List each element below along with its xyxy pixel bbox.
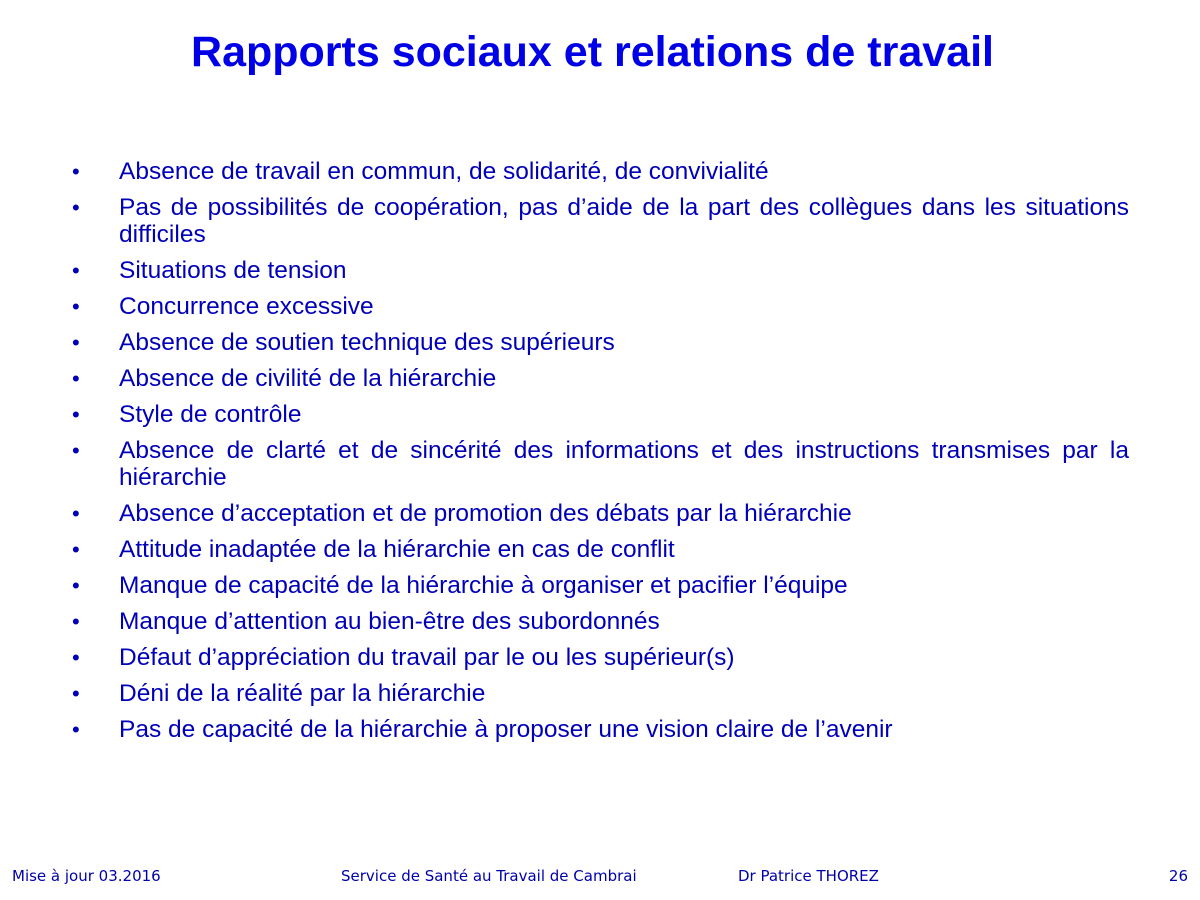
bullet-icon: • xyxy=(72,573,80,598)
footer-date: Mise à jour 03.2016 xyxy=(12,867,161,885)
list-item-text: Absence de clarté et de sincérité des informations et des instructions transmises par la hiérarchie xyxy=(119,437,1129,491)
bullet-icon: • xyxy=(72,645,80,670)
list-item-text: Pas de possibilités de coopération, pas d’aide de la part des collègues dans les situations difficiles xyxy=(119,194,1129,248)
list-item-text: Déni de la réalité par la hiérarchie xyxy=(119,680,486,707)
list-item xyxy=(72,500,1129,527)
slide-title: Rapports sociaux et relations de travail xyxy=(191,28,994,76)
list-item xyxy=(72,365,1129,392)
bullet-icon: • xyxy=(72,609,80,634)
list-item xyxy=(72,536,1129,563)
list-item xyxy=(72,572,1129,599)
list-item-text: Absence de travail en commun, de solidarité, de convivialité xyxy=(119,158,769,185)
list-item-text: Concurrence excessive xyxy=(119,293,374,320)
list-item-text: Absence d’acceptation et de promotion des débats par la hiérarchie xyxy=(119,500,852,527)
list-item xyxy=(72,257,1129,284)
list-item xyxy=(72,644,1129,671)
list-item-text: Absence de soutien technique des supérieurs xyxy=(119,329,615,356)
list-item-text: Absence de civilité de la hiérarchie xyxy=(119,365,497,392)
list-item-text: Défaut d’appréciation du travail par le ou les supérieur(s) xyxy=(119,644,735,671)
bullet-icon: • xyxy=(72,537,80,562)
bullet-icon: • xyxy=(72,438,80,463)
list-item xyxy=(72,158,1129,185)
list-item xyxy=(72,401,1129,428)
bullet-icon: • xyxy=(72,501,80,526)
bullet-icon: • xyxy=(72,195,80,220)
list-item xyxy=(72,680,1129,707)
list-item xyxy=(72,329,1129,356)
list-item-text: Pas de capacité de la hiérarchie à proposer une vision claire de l’avenir xyxy=(119,716,893,743)
bullet-list xyxy=(72,158,1129,752)
footer-organization: Service de Santé au Travail de Cambrai xyxy=(341,867,637,885)
bullet-icon: • xyxy=(72,366,80,391)
list-item-text: Situations de tension xyxy=(119,257,347,284)
list-item xyxy=(72,437,1129,491)
list-item-text: Style de contrôle xyxy=(119,401,302,428)
bullet-icon: • xyxy=(72,330,80,355)
bullet-icon: • xyxy=(72,681,80,706)
bullet-icon: • xyxy=(72,402,80,427)
list-item xyxy=(72,194,1129,248)
list-item xyxy=(72,608,1129,635)
list-item-text: Manque de capacité de la hiérarchie à organiser et pacifier l’équipe xyxy=(119,572,848,599)
bullet-icon: • xyxy=(72,258,80,283)
footer-author: Dr Patrice THOREZ xyxy=(738,867,879,885)
bullet-icon: • xyxy=(72,294,80,319)
page-number: 26 xyxy=(1168,867,1188,885)
list-item xyxy=(72,716,1129,743)
list-item-text: Manque d’attention au bien-être des subordonnés xyxy=(119,608,660,635)
list-item-text: Attitude inadaptée de la hiérarchie en cas de conflit xyxy=(119,536,675,563)
bullet-icon: • xyxy=(72,717,80,742)
bullet-icon: • xyxy=(72,159,80,184)
list-item xyxy=(72,293,1129,320)
